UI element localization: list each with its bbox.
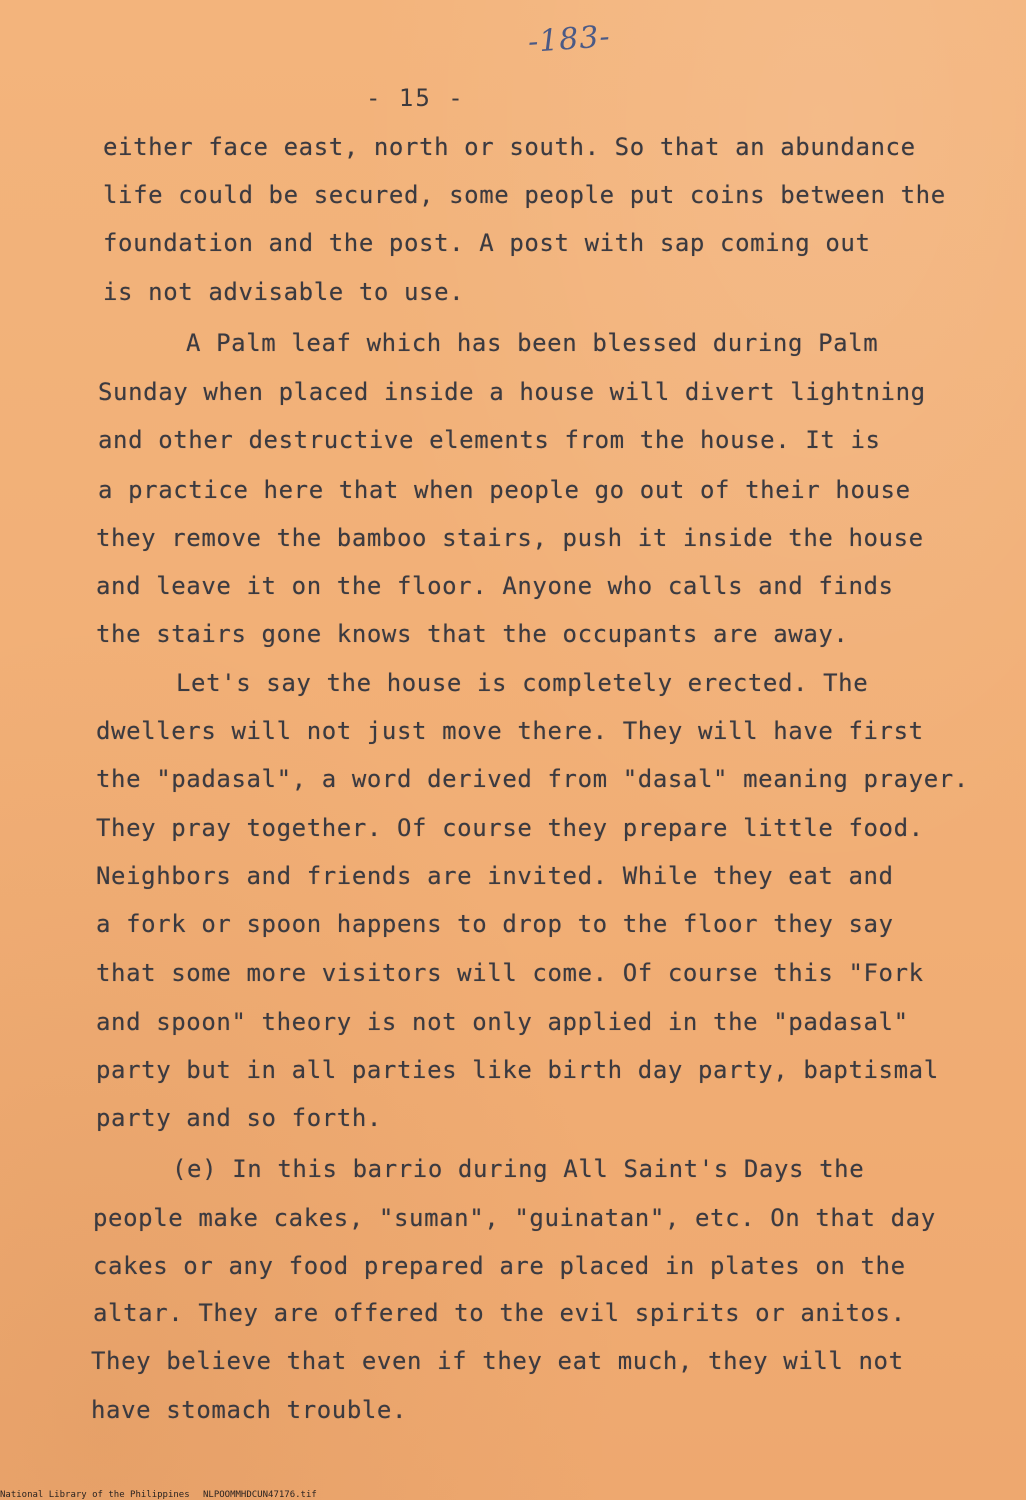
text-line: that some more visitors will come. Of course this "Fork (96, 959, 924, 987)
text-line: is not advisable to use. (103, 278, 465, 306)
text-line: a practice here that when people go out of their house (98, 476, 911, 504)
text-line: cakes or any food prepared are placed in plates on the (93, 1252, 906, 1280)
text-line: party and so forth. (96, 1104, 382, 1132)
text-line: they remove the bamboo stairs, push it inside the house (96, 524, 924, 552)
text-line: the stairs gone knows that the occupants are away. (96, 620, 849, 648)
text-line: foundation and the post. A post with sap coming out (103, 229, 871, 257)
text-line: A Palm leaf which has been blessed during Palm (186, 329, 879, 357)
text-line: and other destructive elements from the house. It is (98, 426, 881, 454)
text-line: the "padasal", a word derived from "dasal" meaning prayer. (96, 765, 969, 793)
text-line: Sunday when placed inside a house will divert lightning (98, 378, 926, 406)
text-line: life could be secured, some people put coins between the (103, 181, 946, 209)
text-line: dwellers will not just move there. They will have first (96, 717, 924, 745)
text-line: Let's say the house is completely erected. The (176, 669, 869, 697)
text-line: They pray together. Of course they prepare little food. (96, 814, 924, 842)
text-line: have stomach trouble. (91, 1396, 408, 1424)
text-line: and leave it on the floor. Anyone who calls and finds (96, 572, 894, 600)
archive-filename: NLPOOMMHDCUN47176.tif (203, 1490, 317, 1500)
text-line: They believe that even if they eat much, they will not (91, 1347, 904, 1375)
text-line: (e) In this barrio during All Saint's Days the (172, 1155, 865, 1183)
text-line: altar. They are offered to the evil spirits or anitos. (93, 1299, 906, 1327)
handwritten-folio-number: -183- (526, 19, 612, 60)
page-number: - 15 - (366, 84, 465, 112)
text-line: and spoon" theory is not only applied in the "padasal" (96, 1008, 909, 1036)
text-line: Neighbors and friends are invited. While they eat and (96, 862, 894, 890)
text-line: a fork or spoon happens to drop to the floor they say (96, 910, 894, 938)
text-line: people make cakes, "suman", "guinatan", etc. On that day (93, 1204, 936, 1232)
text-line: either face east, north or south. So that an abundance (103, 133, 916, 161)
text-line: party but in all parties like birth day party, baptismal (96, 1056, 939, 1084)
archive-source: National Library of the Philippines (0, 1490, 190, 1500)
